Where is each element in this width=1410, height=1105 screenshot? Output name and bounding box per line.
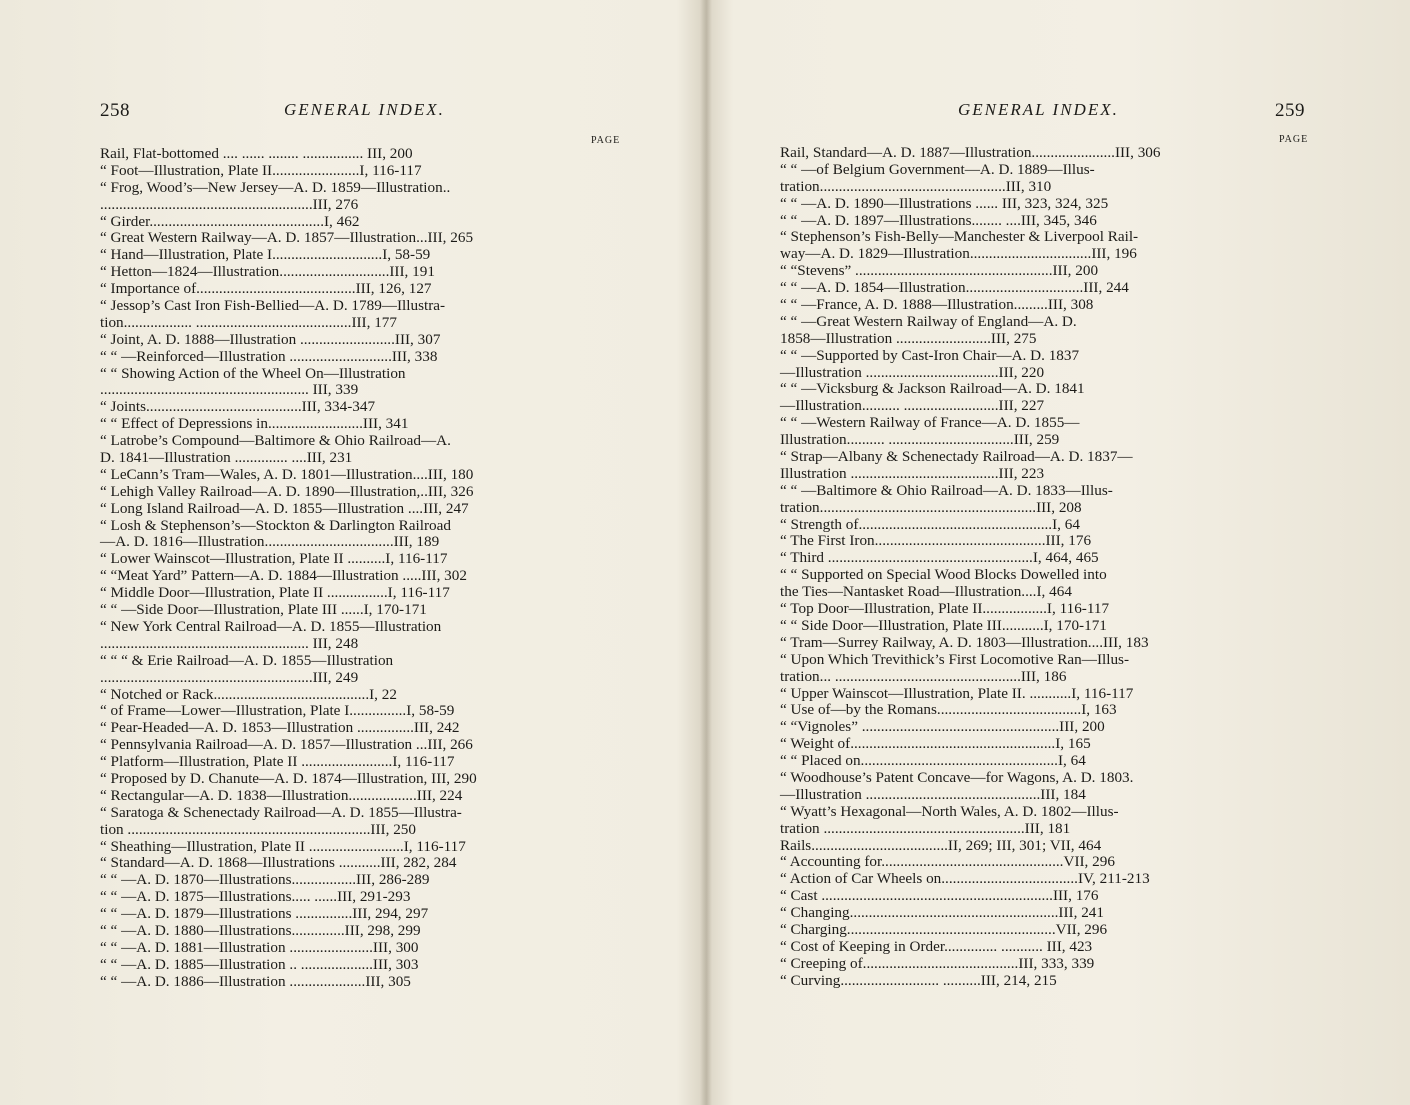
index-entry-line: “ Lehigh Valley Railroad—A. D. 1890—Illustration,..III, 326 (100, 482, 474, 500)
index-entry-line: “ Pennsylvania Railroad—A. D. 1857—Illustration ...III, 266 (100, 736, 473, 754)
index-entry-line: the Ties—Nantasket Road—Illustration....I, 464 (780, 583, 1072, 601)
index-entry-line: “ “ Showing Action of the Wheel On—Illustration (100, 364, 406, 382)
index-entry-line: “ Girder..............................................I, 462 (100, 212, 360, 230)
index-entry-line: “ Stephenson’s Fish-Belly—Manchester & Liverpool Rail- (780, 228, 1139, 246)
index-entry-line: tration.................................................III, 310 (780, 177, 1052, 195)
index-entry-line: “ Charging.......................................................VII, 296 (780, 920, 1108, 938)
index-entry-line: “ “ —A. D. 1881—Illustration ......................III, 300 (100, 938, 419, 956)
index-entry-line: “ LeCann’s Tram—Wales, A. D. 1801—Illustration....III, 180 (100, 465, 474, 483)
index-entry-line: ....................................................... III, 248 (100, 634, 359, 652)
index-entry-line: D. 1841—Illustration .............. ....III, 231 (100, 449, 353, 467)
index-entry-line: “ “ —Supported by Cast-Iron Chair—A. D. 1837 (780, 346, 1080, 364)
index-entry-line: “ “Stevens” ....................................................III, 200 (780, 262, 1099, 280)
index-entry-line: “ Middle Door—Illustration, Plate II ................I, 116-117 (100, 584, 450, 602)
index-entry-line: “ Wyatt’s Hexagonal—North Wales, A. D. 1802—Illus- (780, 802, 1119, 820)
index-entry-line: “ Weight of......................................................I, 165 (780, 735, 1091, 753)
index-entry-line: “ Pear-Headed—A. D. 1853—Illustration ...............III, 242 (100, 719, 460, 737)
index-entry-line: “ The First Iron.............................................III, 176 (780, 532, 1092, 550)
index-entry-line: “ “ —A. D. 1885—Illustration .. ...................III, 303 (100, 955, 419, 973)
index-entry-line: “ Woodhouse’s Patent Concave—for Wagons, A. D. 1803. (780, 768, 1134, 786)
index-entry-line: “ “ —Reinforced—Illustration ...........................III, 338 (100, 347, 438, 365)
index-entry-line: “ Losh & Stephenson’s—Stockton & Darlington Railroad (100, 516, 451, 534)
index-entry-line: “ Sheathing—Illustration, Plate II .........................I, 116-117 (100, 837, 466, 855)
index-entry-line: “ Strap—Albany & Schenectady Railroad—A. D. 1837— (780, 448, 1133, 466)
index-entry-line: Rail, Flat-bottomed .... ...... ........ ................ III, 200 (100, 145, 413, 162)
index-entry-line: tration.........................................................III, 208 (780, 498, 1082, 516)
left-index-entries (100, 146, 622, 991)
left-page-number: 258 (100, 100, 130, 121)
index-entry-line: “ Platform—Illustration, Plate II ........................I, 116-117 (100, 753, 455, 771)
index-entry-line: tration... .................................................III, 186 (780, 667, 1067, 685)
index-entry-line: “ Saratoga & Schenectady Railroad—A. D. 1855—Illustra- (100, 803, 462, 821)
index-entry-line: Rail, Standard—A. D. 1887—Illustration......................III, 306 (780, 144, 1161, 161)
index-entry-line: “ “ —A. D. 1870—Illustrations.................III, 286-289 (100, 871, 430, 889)
index-entry-line: Rails....................................II, 269; III, 301; VII, 464 (780, 836, 1102, 854)
index-entry-line: way—A. D. 1829—Illustration................................III, 196 (780, 245, 1137, 263)
index-entry-line: “ Jessop’s Cast Iron Fish-Bellied—A. D. 1789—Illustra- (100, 297, 446, 315)
right-running-head: GENERAL INDEX. (958, 100, 1119, 119)
index-entry-line: “ “ Supported on Special Wood Blocks Dowelled into (780, 566, 1107, 584)
index-entry-line: “ “ —of Belgium Government—A. D. 1889—Illus- (780, 160, 1095, 178)
index-entry-line: “ Frog, Wood’s—New Jersey—A. D. 1859—Illustration.. (100, 178, 451, 196)
index-entry-line: “ Latrobe’s Compound—Baltimore & Ohio Railroad—A. (100, 432, 451, 450)
index-entry-line: “ Third ......................................................I, 464, 465 (780, 549, 1099, 567)
index-entry-line: “ Standard—A. D. 1868—Illustrations ...........III, 282, 284 (100, 854, 457, 872)
index-entry-line: “ “ —A. D. 1854—Illustration...............................III, 244 (780, 279, 1129, 297)
index-entry-line: —Illustration ...................................III, 220 (780, 363, 1045, 381)
index-entry-line: ....................................................... III, 339 (100, 381, 359, 399)
right-page (712, 0, 1410, 1105)
index-entry-line: “ Upper Wainscot—Illustration, Plate II. ...........I, 116-117 (780, 684, 1134, 702)
index-entry-line: “ “ —Great Western Railway of England—A. D. (780, 312, 1077, 330)
index-entry-line: “ “ —Baltimore & Ohio Railroad—A. D. 1833—Illus- (780, 481, 1113, 499)
index-entry-line: “ Notched or Rack.........................................I, 22 (100, 685, 397, 703)
index-entry-line: “ “ —A. D. 1880—Illustrations..............III, 298, 299 (100, 921, 421, 939)
index-entry-line: “ New York Central Railroad—A. D. 1855—Illustration (100, 617, 442, 635)
right-index-entries (780, 145, 1308, 990)
index-entry-line: “ Rectangular—A. D. 1838—Illustration..................III, 224 (100, 786, 463, 804)
left-page (0, 0, 700, 1105)
index-entry-line: “ Proposed by D. Chanute—A. D. 1874—Illustration, III, 290 (100, 769, 477, 787)
index-entry-line: “ “ Side Door—Illustration, Plate III...........I, 170-171 (780, 616, 1107, 634)
index-entry-line: —Illustration ..............................................III, 184 (780, 785, 1086, 803)
index-entry-line: “ Lower Wainscot—Illustration, Plate II ..........I, 116-117 (100, 550, 448, 568)
index-entry-line: “ Joint, A. D. 1888—Illustration .........................III, 307 (100, 330, 441, 348)
index-entry-line: “ Hetton—1824—Illustration.............................III, 191 (100, 263, 435, 281)
index-entry-line: “ “ Placed on....................................................I, 64 (780, 752, 1086, 770)
index-entry-line: “ Cast .............................................................III, 176 (780, 887, 1099, 905)
index-entry-line: “ Cost of Keeping in Order.............. ........... III, 423 (780, 937, 1093, 955)
index-entry-line: —A. D. 1816—Illustration..................................III, 189 (100, 533, 440, 551)
right-page-column-label: PAGE (1279, 134, 1309, 145)
index-entry-line: “ Importance of..........................................III, 126, 127 (100, 280, 432, 298)
index-entry-line: “ Upon Which Trevithick’s First Locomotive Ran—Illus- (780, 650, 1130, 668)
index-entry-line: “ Tram—Surrey Railway, A. D. 1803—Illustration....III, 183 (780, 633, 1149, 651)
index-entry-line: “ “ —A. D. 1886—Illustration ....................III, 305 (100, 972, 411, 990)
index-entry-line: “ of Frame—Lower—Illustration, Plate I...............I, 58-59 (100, 702, 455, 720)
index-entry-line: Illustration .......................................III, 223 (780, 464, 1045, 482)
index-entry-line: —Illustration.......... .........................III, 227 (780, 397, 1045, 415)
index-entry-line: “ “ —Vicksburg & Jackson Railroad—A. D. 1841 (780, 380, 1085, 398)
index-entry-line: “ “ —A. D. 1875—Illustrations..... ......III, 291-293 (100, 888, 411, 906)
left-running-head: GENERAL INDEX. (284, 100, 445, 119)
book-gutter (700, 0, 712, 1105)
index-entry-line: ........................................................III, 276 (100, 195, 359, 213)
index-entry-line: tion.................. .........................................III, 177 (100, 313, 397, 331)
index-entry-line: “ Top Door—Illustration, Plate II.................I, 116-117 (780, 600, 1110, 618)
index-entry-line: tion ................................................................III, 250 (100, 820, 416, 838)
index-entry-line: “ Accounting for................................................VII, 296 (780, 853, 1115, 871)
index-entry-line: “ Strength of...................................................I, 64 (780, 515, 1080, 533)
index-entry-line: “ “ —Side Door—Illustration, Plate III ......I, 170-171 (100, 601, 427, 619)
index-entry-line: tration .....................................................III, 181 (780, 819, 1071, 837)
index-entry-line: “ Foot—Illustration, Plate II.......................I, 116-117 (100, 161, 422, 179)
index-entry-line: “ “Vignoles” ....................................................III, 200 (780, 718, 1105, 736)
index-entry-line: “ Long Island Railroad—A. D. 1855—Illustration ....III, 247 (100, 499, 469, 517)
index-entry-line: 1858—Illustration .........................III, 275 (780, 329, 1037, 347)
index-entry-line: “ Use of—by the Romans......................................I, 163 (780, 701, 1117, 719)
index-entry-line: “ “Meat Yard” Pattern—A. D. 1884—Illustration .....III, 302 (100, 567, 467, 585)
index-entry-line: “ “ —Western Railway of France—A. D. 1855— (780, 414, 1080, 432)
index-entry-line: “ “ “ & Erie Railroad—A. D. 1855—Illustration (100, 651, 394, 669)
index-entry-line: “ “ —A. D. 1879—Illustrations ...............III, 294, 297 (100, 905, 429, 923)
left-page-column-label: PAGE (591, 135, 621, 146)
index-entry-line: “ “ —France, A. D. 1888—Illustration.........III, 308 (780, 296, 1094, 314)
index-entry-line: “ Great Western Railway—A. D. 1857—Illustration...III, 265 (100, 229, 474, 247)
right-page-number: 259 (1275, 100, 1305, 121)
index-entry-line: “ Hand—Illustration, Plate I.............................I, 58-59 (100, 246, 431, 264)
index-entry-line: Illustration.......... .................................III, 259 (780, 431, 1060, 449)
index-entry-line: “ Action of Car Wheels on....................................IV, 211-213 (780, 870, 1150, 888)
index-entry-line: “ “ Effect of Depressions in.........................III, 341 (100, 415, 409, 433)
index-entry-line: “ Creeping of.........................................III, 333, 339 (780, 954, 1095, 972)
index-entry-line: “ Curving.......................... ..........III, 214, 215 (780, 971, 1057, 989)
index-entry-line: “ Joints.........................................III, 334-347 (100, 398, 376, 416)
index-entry-line: “ Changing.......................................................III, 241 (780, 904, 1104, 922)
index-entry-line: “ “ —A. D. 1890—Illustrations ...... III, 323, 324, 325 (780, 194, 1109, 212)
index-entry-line: “ “ —A. D. 1897—Illustrations........ ....III, 345, 346 (780, 211, 1097, 229)
index-entry-line: ........................................................III, 249 (100, 668, 359, 686)
